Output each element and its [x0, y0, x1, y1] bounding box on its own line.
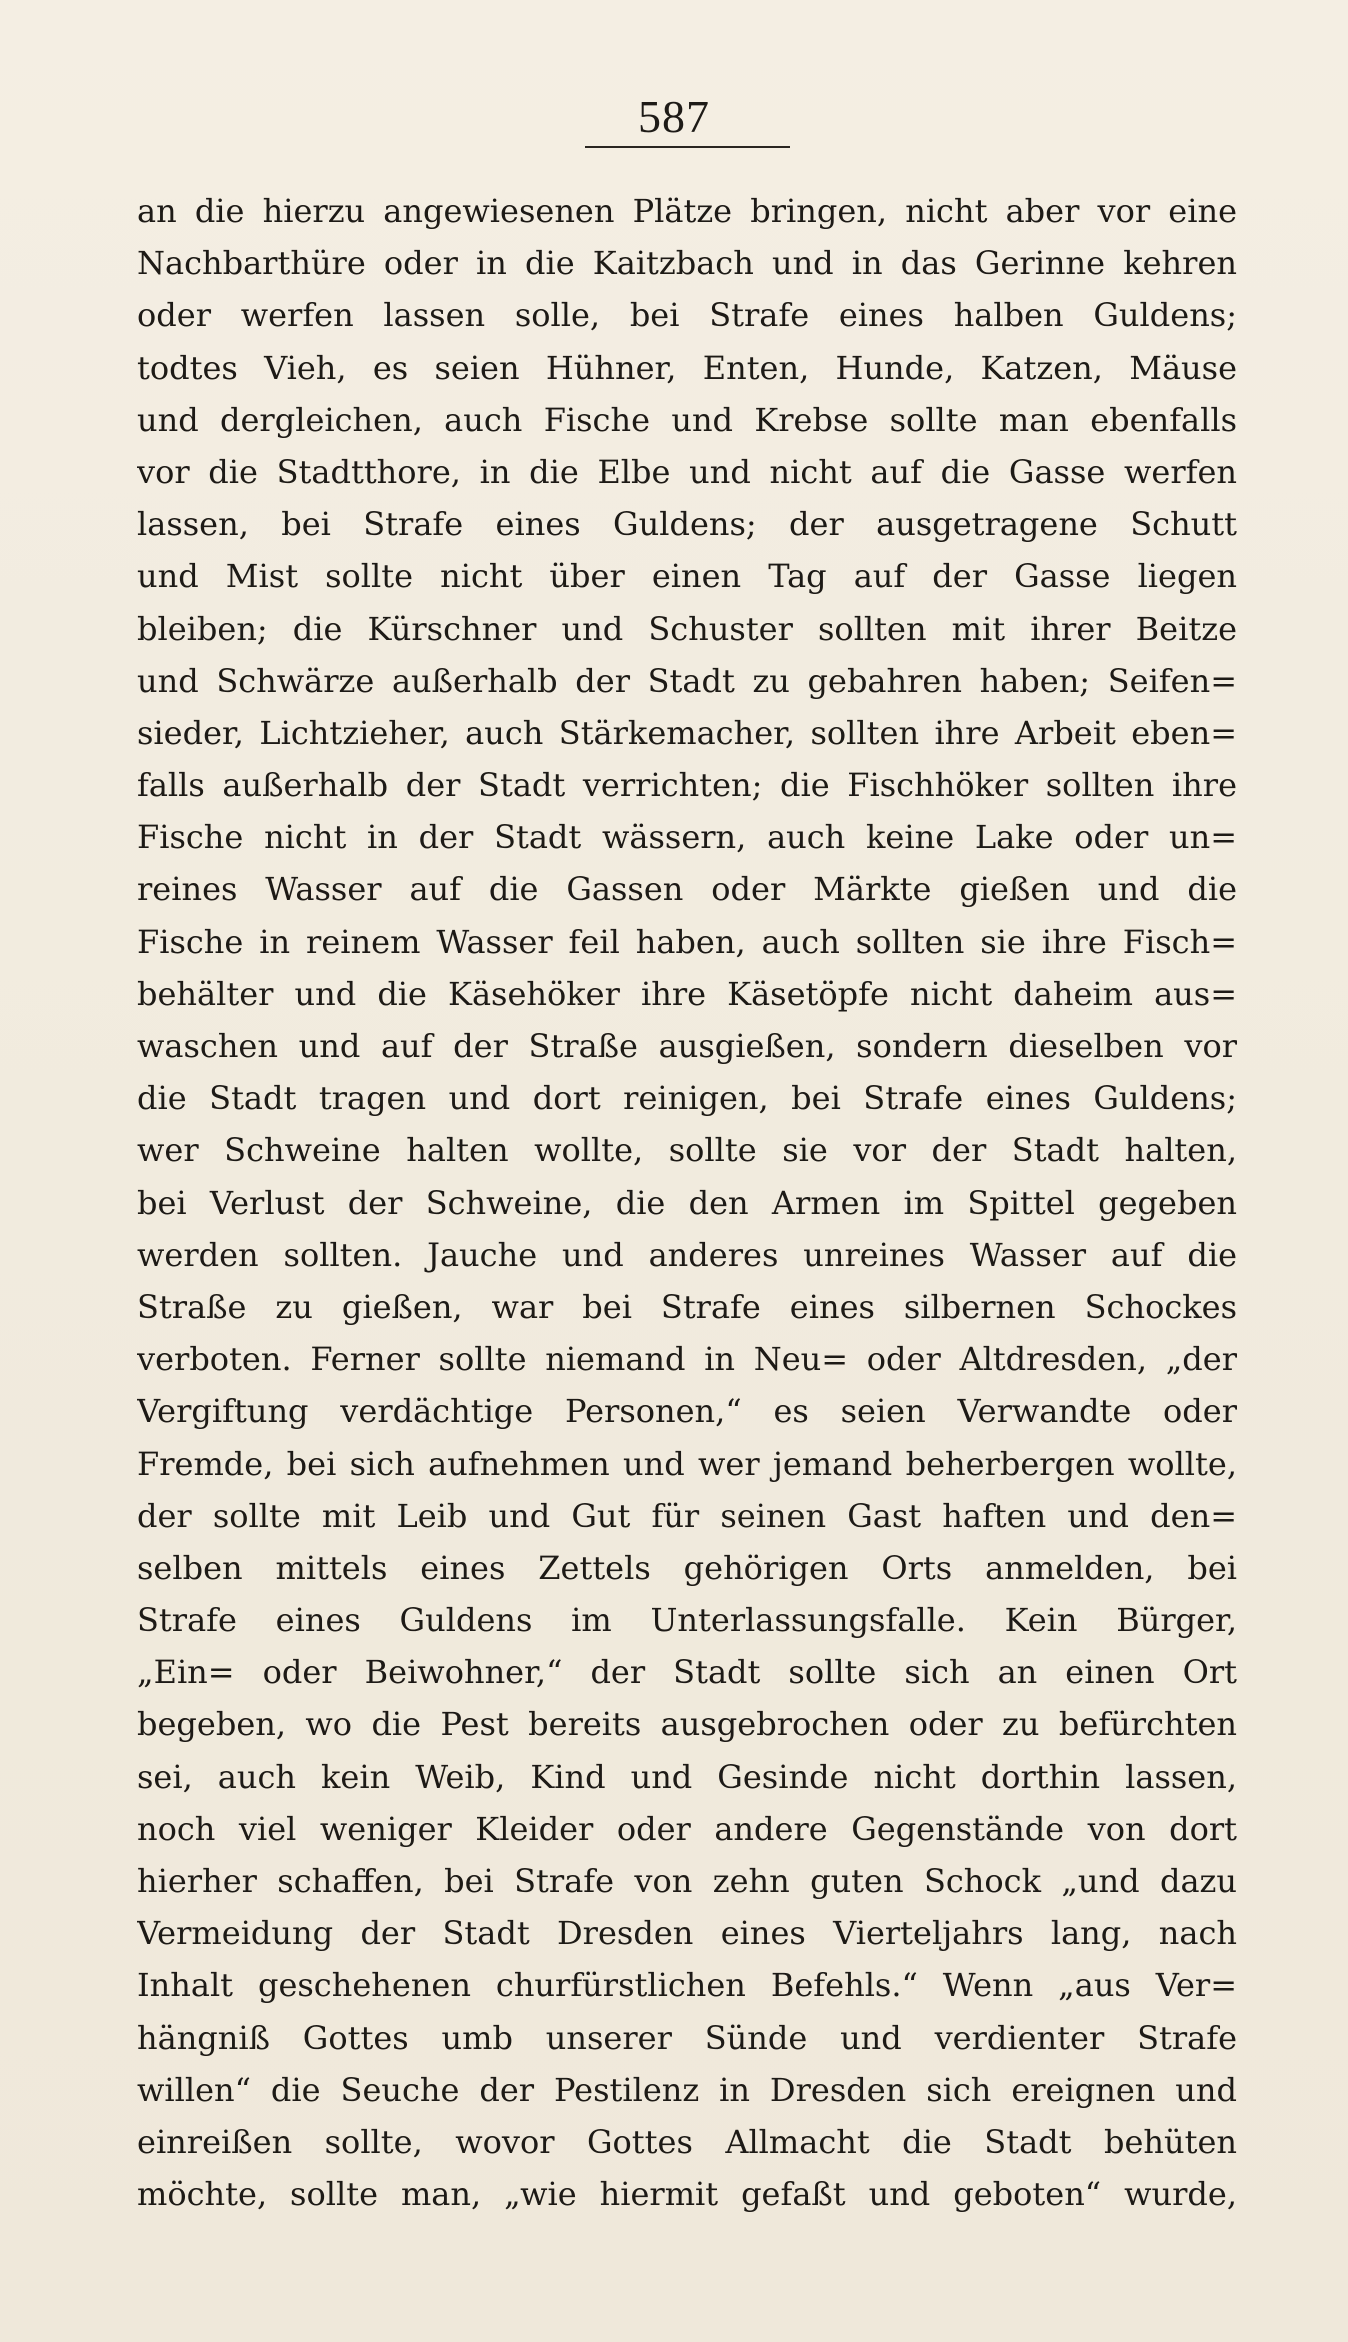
text-line: Vermeidung der Stadt Dresden eines Vierteljahrs lang, nach: [137, 1914, 1237, 1953]
text-line: Fremde, bei sich aufnehmen und wer jemand beherbergen wollte,: [137, 1444, 1237, 1483]
text-line: falls außerhalb der Stadt verrichten; die Fischhöker sollten ihre: [137, 766, 1237, 805]
text-line: lassen, bei Strafe eines Guldens; der ausgetragene Schutt: [137, 505, 1237, 544]
text-line: selben mittels eines Zettels gehörigen Orts anmelden, bei: [137, 1548, 1237, 1587]
text-line: werden sollten. Jauche und anderes unreines Wasser auf die: [137, 1235, 1237, 1274]
text-line: an die hierzu angewiesenen Plätze bringen, nicht aber vor eine: [137, 192, 1237, 230]
text-line: der sollte mit Leib und Gut für seinen Gast haften und den=: [137, 1496, 1237, 1535]
text-line: hierher schaffen, bei Strafe von zehn guten Schock „und dazu: [137, 1862, 1237, 1900]
text-line: noch viel weniger Kleider oder andere Gegenstände von dort: [137, 1809, 1237, 1848]
text-line: Strafe eines Guldens im Unterlassungsfalle. Kein Bürger,: [137, 1601, 1237, 1640]
text-line: und dergleichen, auch Fische und Krebse sollte man ebenfalls: [137, 400, 1237, 439]
header-rule: [585, 146, 790, 148]
text-line: einreißen sollte, wovor Gottes Allmacht die Stadt behüten: [137, 2122, 1237, 2161]
text-line: oder werfen lassen solle, bei Strafe eines halben Guldens;: [137, 296, 1237, 335]
text-line: Fische nicht in der Stadt wässern, auch keine Lake oder un=: [137, 818, 1237, 857]
text-line: und Schwärze außerhalb der Stadt zu gebahren haben; Seifen=: [137, 661, 1237, 700]
text-line: hängniß Gottes umb unserer Sünde und verdienter Strafe: [137, 2018, 1237, 2057]
text-line: wer Schweine halten wollte, sollte sie vor der Stadt halten,: [137, 1131, 1237, 1170]
text-line: bei Verlust der Schweine, die den Armen im Spittel gegeben: [137, 1183, 1237, 1222]
text-line: begeben, wo die Pest bereits ausgebrochen oder zu befürchten: [137, 1705, 1237, 1744]
text-line: möchte, sollte man, „wie hiermit gefaßt und geboten“ wurde,: [137, 2175, 1237, 2214]
text-line: Vergiftung verdächtige Personen,“ es seien Verwandte oder: [137, 1392, 1237, 1431]
text-line: sei, auch kein Weib, Kind und Gesinde nicht dorthin lassen,: [137, 1757, 1237, 1796]
text-line: sieder, Lichtzieher, auch Stärkemacher, sollten ihre Arbeit eben=: [137, 713, 1237, 752]
text-line: todtes Vieh, es seien Hühner, Enten, Hunde, Katzen, Mäuse: [137, 348, 1237, 387]
text-line: willen“ die Seuche der Pestilenz in Dresden sich ereignen und: [137, 2070, 1237, 2109]
text-line: Straße zu gießen, war bei Strafe eines silbernen Schockes: [137, 1287, 1237, 1326]
text-line: „Ein= oder Beiwohner,“ der Stadt sollte sich an einen Ort: [137, 1653, 1237, 1692]
text-line: behälter und die Käsehöker ihre Käsetöpfe nicht daheim aus=: [137, 974, 1237, 1013]
text-line: reines Wasser auf die Gassen oder Märkte gießen und die: [137, 870, 1237, 909]
text-line: vor die Stadtthore, in die Elbe und nicht auf die Gasse werfen: [137, 452, 1237, 491]
body-text: [137, 185, 1237, 2220]
text-line: Nachbarthüre oder in die Kaitzbach und in das Gerinne kehren: [137, 244, 1237, 283]
text-line: die Stadt tragen und dort reinigen, bei Strafe eines Guldens;: [137, 1079, 1237, 1118]
page-number: 587: [638, 91, 710, 142]
text-line: bleiben; die Kürschner und Schuster sollten mit ihrer Beitze: [137, 609, 1237, 648]
text-line: waschen und auf der Straße ausgießen, sondern dieselben vor: [137, 1027, 1237, 1065]
text-line: Fische in reinem Wasser feil haben, auch sollten sie ihre Fisch=: [137, 922, 1237, 961]
text-line: Inhalt geschehenen churfürstlichen Befehls.“ Wenn „aus Ver=: [137, 1966, 1237, 2005]
text-line: und Mist sollte nicht über einen Tag auf der Gasse liegen: [137, 557, 1237, 596]
text-line: verboten. Ferner sollte niemand in Neu= oder Altdresden, „der: [137, 1340, 1237, 1379]
